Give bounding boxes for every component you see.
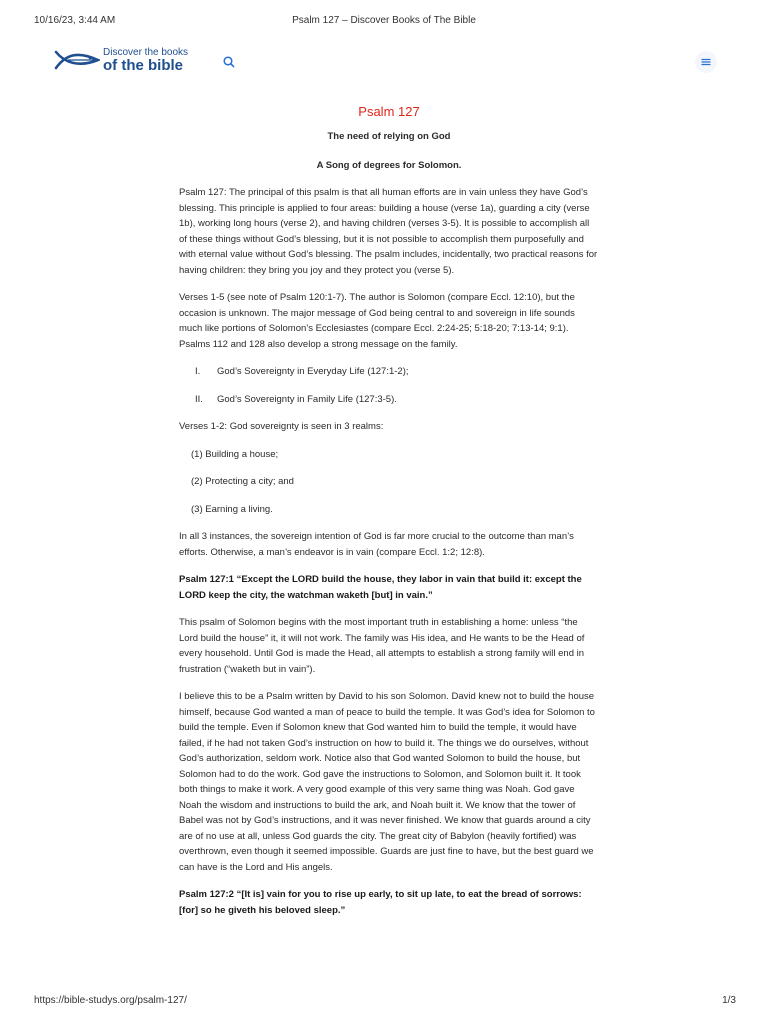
realms-list <box>179 447 599 518</box>
outline-item <box>179 364 599 380</box>
outline-list <box>179 364 599 407</box>
search-button[interactable] <box>220 53 238 71</box>
paragraph-verses-1-5: Verses 1-5 (see note of Psalm 120:1-7). The author is Solomon (compare Eccl. 12:10), but the occasion is unknown. The major message of God being central to and sovereign in life sounds much like portions of Solomon’s Ecclesiastes (compare Eccl. 2:24-25; 5:18-20; 7:13-14; 9:1). Psalms 112 and 128 also develop a strong message on the family. <box>179 292 575 350</box>
print-datetime: 10/16/23, 3:44 AM <box>34 15 116 26</box>
realm-item: (1) Building a house; <box>191 448 279 460</box>
print-page-number: 1/3 <box>722 995 736 1006</box>
verse-127-2: Psalm 127:2 “[It is] vain for you to rise up early, to sit up late, to eat the bread of sorrows: [for] so he giveth his beloved sleep.” <box>179 889 582 916</box>
print-url: https://bible-studys.org/psalm-127/ <box>34 995 187 1006</box>
logo-title: of the bible <box>103 57 183 74</box>
realm-item: (3) Earning a living. <box>191 503 273 515</box>
paragraph-home: This psalm of Solomon begins with the most important truth in establishing a home: unless “the Lord build the house” it, it will not work. The family was His idea, and He wants to be the Head of every household. Until God is made the Head, all attempts to establish a strong family will end in frustration (“waketh but in vain”). <box>179 617 585 675</box>
paragraph-realms-intro: Verses 1-2: God sovereignty is seen in 3 realms: <box>179 421 384 432</box>
article <box>179 103 599 918</box>
site-logo[interactable] <box>54 46 194 76</box>
outline-item <box>179 392 599 408</box>
outline-text: God’s Sovereignty in Family Life (127:3-5). <box>217 393 397 405</box>
print-page-title: Psalm 127 – Discover Books of The Bible <box>292 15 476 26</box>
article-title: Psalm 127 <box>358 104 420 119</box>
paragraph-intro: Psalm 127: The principal of this psalm is that all human efforts are in vain unless they have God’s blessing. This principle is applied to four areas: building a house (verse 1a), guarding a city (verse 1b), working long hours (verse 2), and having children (verses 3-5). It is possible to accomplish all of these things without God’s blessing, but it is not possible to accomplish them purposefully and with eternal value without God’s blessing. The psalm includes, incidentally, two practical reasons for having children: they bring you joy and they protect you (verse 5). <box>179 187 598 276</box>
realm-item: (2) Protecting a city; and <box>191 476 294 487</box>
article-subtitle-song: A Song of degrees for Solomon. <box>316 159 462 171</box>
paragraph-sovereign: In all 3 instances, the sovereign intention of God is far more crucial to the outcome than man’s efforts. Otherwise, a man’s endeavor is in vain (compare Eccl. 1:2; 12:8). <box>179 531 574 558</box>
paragraph-david-solomon: I believe this to be a Psalm written by David to his son Solomon. David knew not to build the house himself, because God wanted a man of peace to build the temple. It was God’s idea for Solomon to build the temple. Even if Solomon knew that God wanted him to build the temple, it would have failed, if he had not taken God’s instruction on how to build it. The things we do ourselves, without God’s authorization, seldom work. Notice also that God wanted Solomon to build the house, but Solomon had to do the work. God gave the instructions to Solomon, and Solomon built it. It took both things to make it work. A very good example of this very same thing was Noah. God gave Noah the wisdom and instructions to build the ark, and Noah built it. We know that the tower of Babel was not by God’s instructions, and it was never finished. We know that guards around a city are of no use at all, unless God guards the city. The great city of Babylon (heavily fortified) was overthrown, even though it seemed impossible. Guards are just fine to have, but the best guard we can have is the Lord and His angels. <box>179 691 595 873</box>
outline-text: God’s Sovereignty in Everyday Life (127:1-2); <box>217 366 409 377</box>
print-header <box>0 15 768 29</box>
site-header <box>0 44 768 80</box>
fish-logo-icon <box>54 48 100 72</box>
search-icon <box>220 53 238 71</box>
menu-icon <box>700 56 712 68</box>
print-footer <box>0 995 768 1009</box>
outline-number: II. <box>195 393 203 405</box>
verse-127-1: Psalm 127:1 “Except the LORD build the house, they labor in vain that build it: except the LORD keep the city, the watchman waketh [but] in vain.” <box>179 574 582 601</box>
article-subtitle: The need of relying on God <box>327 131 451 142</box>
outline-number: I. <box>195 366 201 377</box>
menu-button[interactable] <box>695 51 717 73</box>
logo-tagline: Discover the books <box>103 47 189 58</box>
